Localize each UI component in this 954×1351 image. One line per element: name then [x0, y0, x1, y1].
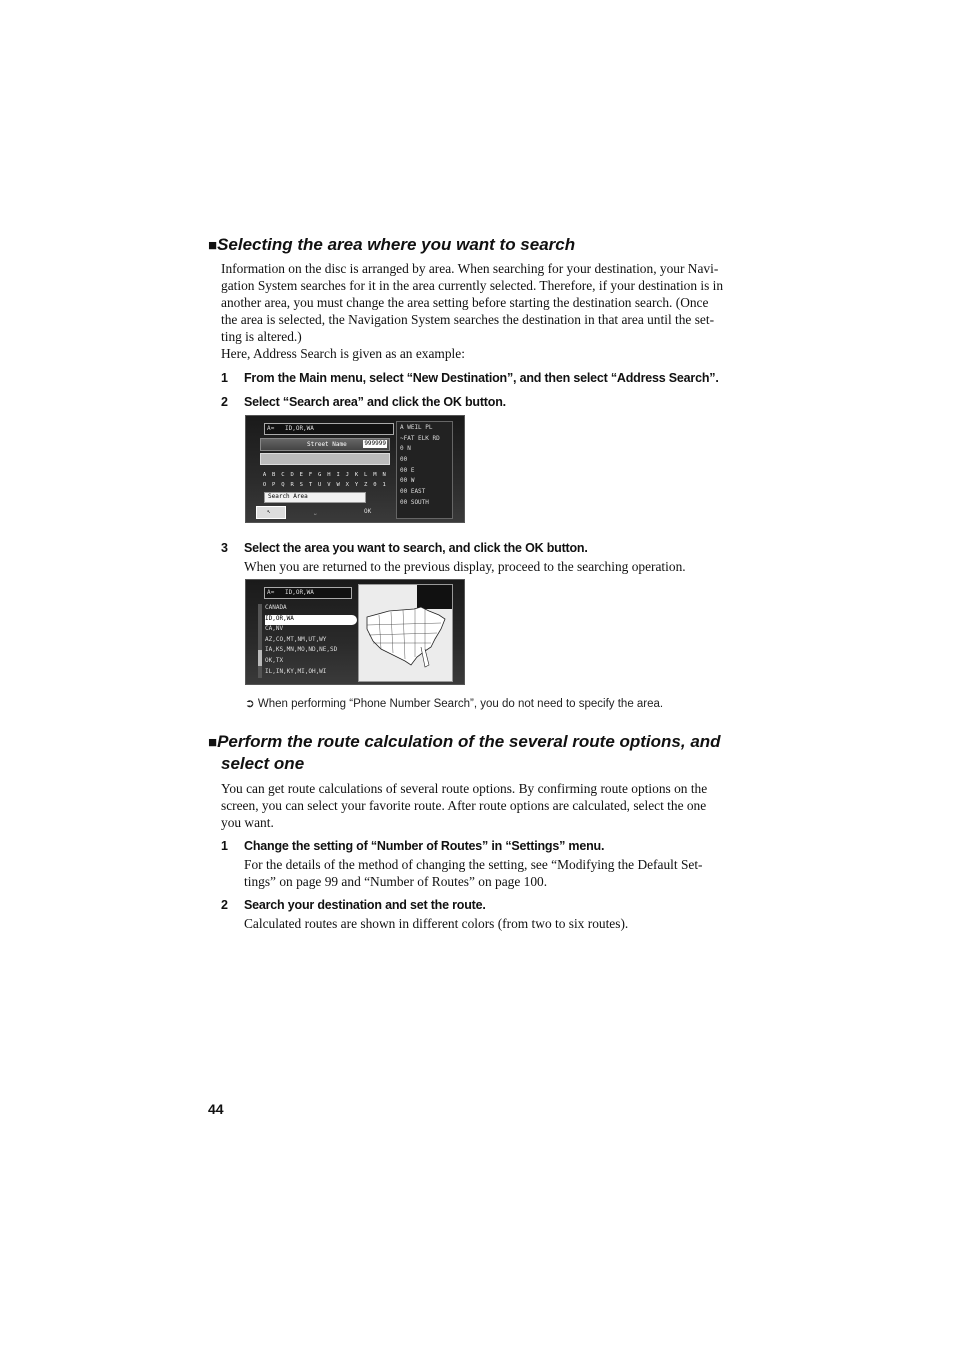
step-text: Search your destination and set the route.	[244, 898, 486, 912]
keyboard-key[interactable]: D	[290, 472, 294, 478]
section-heading-routes	[208, 731, 721, 754]
step-number: 2	[221, 395, 228, 409]
keyboard-key[interactable]: N	[382, 472, 386, 478]
step-number: 3	[221, 541, 228, 555]
step-number: 1	[221, 371, 228, 385]
area-item[interactable]: IL,IN,KY,MI,OH,WI	[265, 667, 327, 675]
intro-line: You can get route calculations of several route options. By confirming route options on the	[221, 781, 708, 796]
field-label: Street Name	[307, 441, 347, 448]
ok-button[interactable]: OK	[364, 508, 372, 515]
keyboard-key[interactable]: W	[336, 482, 340, 488]
area-select-screenshot	[245, 579, 465, 685]
area-item-selected[interactable]: ID,OR,WA	[265, 615, 357, 626]
scrollbar-thumb[interactable]	[258, 650, 262, 666]
address-search-screenshot	[245, 415, 465, 523]
area-item[interactable]: IA,KS,MN,MO,ND,NE,SD	[265, 646, 338, 654]
step-number: 2	[221, 898, 228, 912]
list-item[interactable]: 00 SOUTH	[400, 498, 429, 506]
note	[245, 696, 663, 710]
street-name-header	[260, 438, 390, 451]
keyboard-key[interactable]: 1	[382, 482, 386, 488]
us-map-image	[359, 585, 452, 681]
heading-square-icon: ■	[208, 734, 218, 751]
step-text: Select “Search area” and click the OK button.	[244, 395, 506, 409]
intro-line: another area, you must change the area setting before starting the destination search. (Once	[221, 295, 709, 310]
list-item[interactable]: A WEIL PL	[400, 424, 433, 431]
section-heading-routes-line-2	[221, 753, 304, 775]
description-line: tings” on page 99 and “Number of Routes” on page 100.	[244, 874, 548, 889]
keyboard-key[interactable]: C	[281, 472, 285, 478]
keyboard-key[interactable]: H	[327, 472, 331, 478]
keyboard-key[interactable]: A	[262, 472, 267, 478]
area-text: ID,OR,WA	[285, 425, 314, 432]
area-icon: A≈	[267, 589, 275, 596]
description-line: Calculated routes are shown in different colors (from two to six routes).	[244, 916, 629, 931]
area-item[interactable]: CA,NV	[265, 625, 284, 633]
list-item[interactable]: ~FAT ELK RD	[400, 434, 440, 442]
area-bar	[264, 423, 394, 435]
step-number: 1	[221, 839, 228, 853]
intro-line: screen, you can select your favorite route. After route options are calculated, select the one	[221, 798, 707, 813]
us-map	[358, 584, 453, 682]
heading-text-line-2: select one	[221, 754, 305, 773]
step-description	[244, 856, 744, 890]
intro-line: gation System searches for it in the area currently selected. Therefore, if your destination is in	[221, 278, 724, 293]
section-heading-area	[208, 234, 575, 257]
step-description	[244, 915, 744, 932]
list-item[interactable]: 00	[400, 456, 408, 464]
keyboard-key[interactable]: Q	[281, 482, 285, 488]
description-line: For the details of the method of changing the setting, see “Modifying the Default Set-	[244, 857, 703, 872]
keyboard-key[interactable]: 0	[373, 482, 377, 488]
intro-line: you want.	[221, 815, 274, 830]
intro-line: the area is selected, the Navigation System searches the destination in that area until the set-	[221, 312, 715, 327]
street-list	[396, 421, 453, 519]
area-item[interactable]: AZ,CO,MT,NM,UT,WY	[265, 635, 327, 643]
text-input[interactable]	[260, 453, 390, 465]
heading-text-line-1: Perform the route calculation of the several route options, and	[217, 732, 721, 751]
intro-line: Information on the disc is arranged by area. When searching for your destination, your Navi-	[221, 261, 719, 276]
back-arrow-icon: ↖	[267, 508, 271, 515]
keyboard-key[interactable]: S	[299, 482, 303, 488]
space-icon[interactable]: ⎵	[314, 508, 317, 515]
keyboard-key[interactable]: X	[345, 482, 349, 488]
intro-paragraph	[221, 260, 761, 362]
keyboard-key[interactable]: U	[318, 482, 322, 488]
keyboard-key[interactable]: F	[308, 472, 313, 478]
search-area-button[interactable]	[264, 492, 366, 503]
keyboard-key[interactable]: R	[290, 482, 294, 488]
list-item[interactable]: 0 N	[400, 445, 411, 453]
search-area-label: Search Area	[268, 493, 308, 500]
list-item[interactable]: 00 W	[400, 477, 415, 485]
keyboard-key[interactable]: I	[336, 472, 340, 478]
keyboard-key[interactable]: V	[327, 482, 331, 488]
keyboard-key[interactable]: B	[272, 472, 276, 478]
step-description: When you are returned to the previous display, proceed to the searching operation.	[244, 559, 686, 574]
area-icon: A≈	[267, 425, 275, 432]
step-text: Change the setting of “Number of Routes” in “Settings” menu.	[244, 839, 605, 853]
keyboard-key[interactable]: J	[345, 472, 349, 478]
area-item[interactable]: OK,TX	[265, 656, 284, 664]
area-list	[265, 604, 357, 678]
note-text: When performing “Phone Number Search”, you do not need to specify the area.	[257, 698, 664, 710]
keyboard-key[interactable]: K	[354, 472, 359, 478]
result-counter: 999999	[364, 440, 386, 447]
list-item[interactable]: 00 E	[400, 466, 415, 474]
heading-text: Selecting the area where you want to search	[217, 235, 576, 254]
keyboard-key[interactable]: O	[262, 482, 267, 488]
keyboard-key[interactable]: L	[364, 472, 368, 478]
keyboard-key[interactable]: M	[373, 472, 377, 478]
scrollbar[interactable]	[258, 604, 262, 678]
area-item[interactable]: CANADA	[265, 604, 287, 611]
step-text: From the Main menu, select “New Destination”, and then select “Address Search”.	[244, 371, 719, 385]
heading-square-icon: ■	[208, 237, 218, 254]
keyboard-key[interactable]: E	[299, 472, 303, 478]
area-bar	[264, 587, 352, 599]
street-list-items	[400, 424, 450, 510]
keyboard-key[interactable]: T	[308, 482, 313, 488]
step-text: Select the area you want to search, and click the OK button.	[244, 541, 588, 555]
back-button[interactable]	[256, 506, 286, 519]
keyboard-key[interactable]: Y	[354, 482, 359, 488]
intro-line: Here, Address Search is given as an example:	[221, 346, 465, 361]
note-arrow-icon: ➲	[245, 698, 255, 710]
area-text: ID,OR,WA	[285, 589, 314, 596]
intro-line: ting is altered.)	[221, 329, 302, 344]
keyboard-key[interactable]: P	[272, 482, 276, 488]
routes-intro-paragraph	[221, 780, 761, 831]
keyboard-key[interactable]: Z	[364, 482, 368, 488]
list-item[interactable]: 00 EAST	[400, 488, 426, 496]
keyboard-key[interactable]: G	[318, 472, 322, 478]
page-number: 44	[208, 1101, 224, 1117]
